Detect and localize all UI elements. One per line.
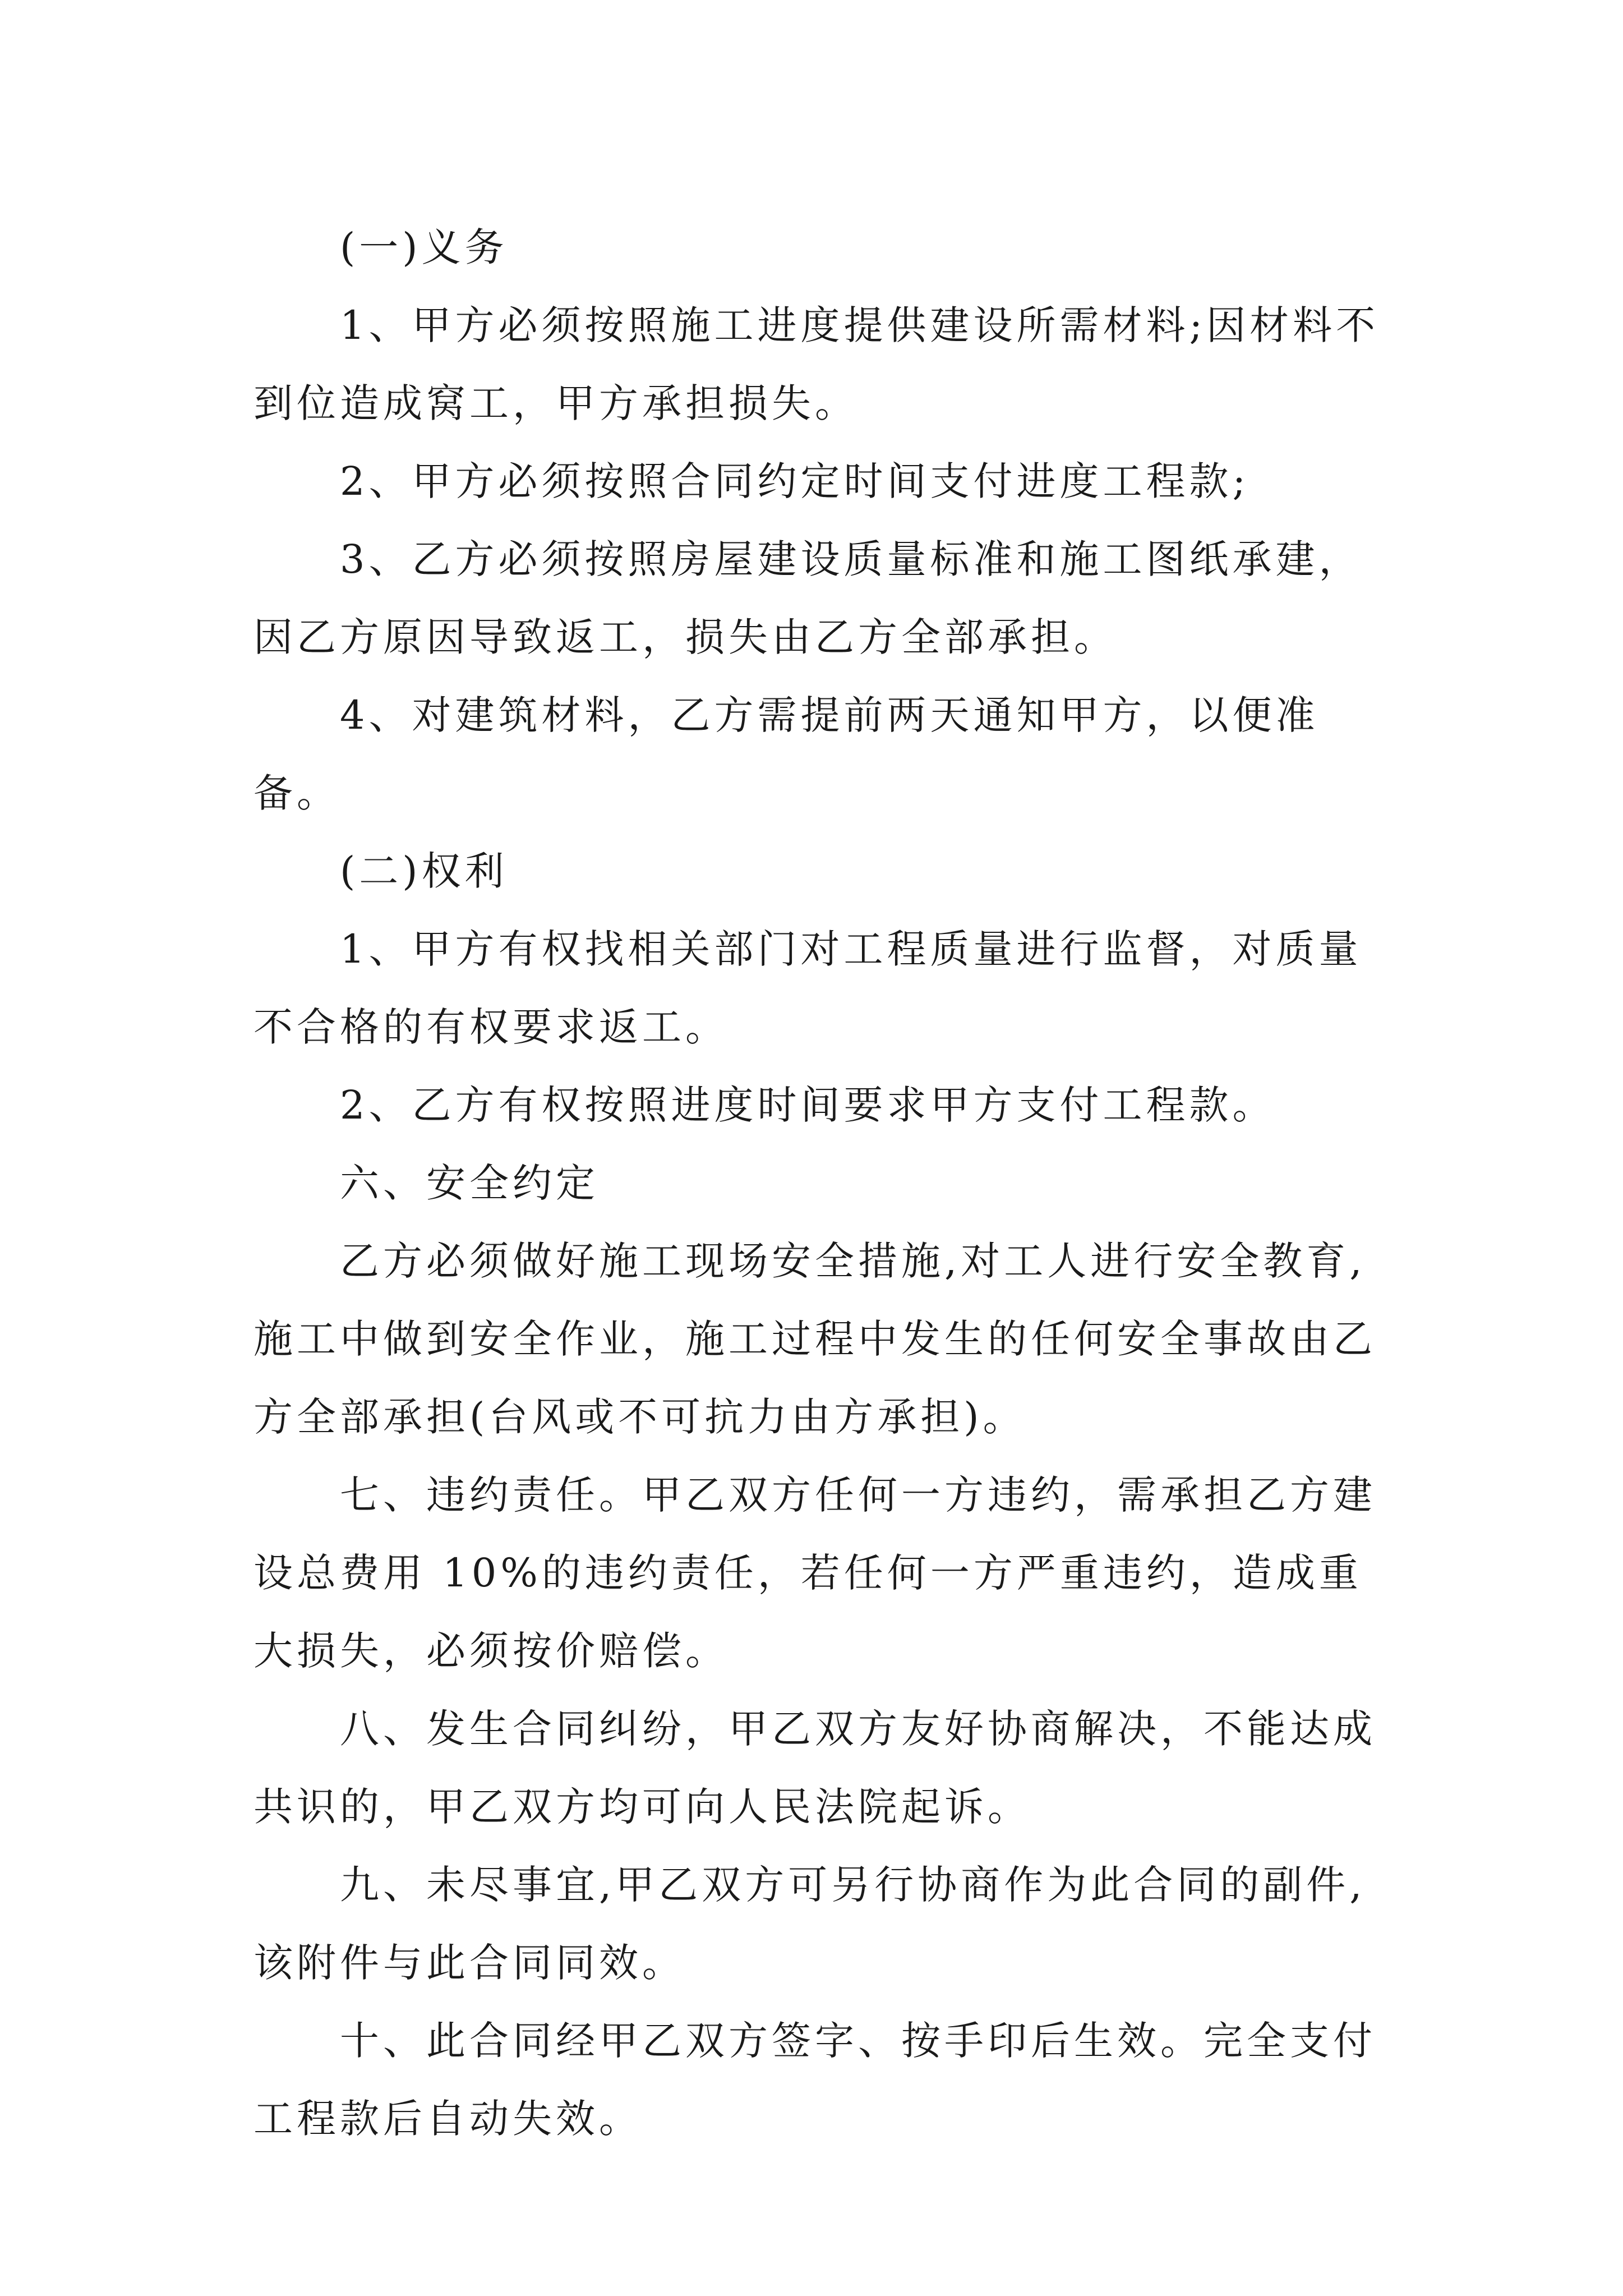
clause-effectiveness: 十、此合同经甲乙双方签字、按手印后生效。完全支付工程款后自动失效。 <box>253 2018 1376 2142</box>
clause-breach-liability: 七、违约责任。甲乙双方任何一方违约，需承担乙方建设总费用 10%的违约责任，若任何一方严重违约，造成重大损失，必须按价赔偿。 <box>253 1472 1376 1674</box>
document-body <box>253 209 1392 2158</box>
obligation-item-1: 1、甲方必须按照施工进度提供建设所需材料;因材料不到位造成窝工，甲方承担损失。 <box>253 302 1380 426</box>
obligation-item-3: 3、乙方必须按照房屋建设质量标准和施工图纸承建，因乙方原因导致返工，损失由乙方全部承担。 <box>253 536 1362 660</box>
rights-item-1: 1、甲方有权找相关部门对工程质量进行监督，对质量不合格的有权要求返工。 <box>253 926 1362 1050</box>
safety-clause: 乙方必须做好施工现场安全措施,对工人进行安全教育,施工中做到安全作业，施工过程中发生的任何安全事故由乙方全部承担(台风或不可抗力由方承担)。 <box>253 1238 1376 1440</box>
heading-rights: (二)权利 <box>340 848 508 894</box>
clause-unresolved-matters: 九、未尽事宜,甲乙双方可另行协商作为此合同的副件,该附件与此合同同效。 <box>253 1862 1366 1986</box>
obligation-item-4: 4、对建筑材料，乙方需提前两天通知甲方，以便准备。 <box>253 692 1319 816</box>
obligation-item-2: 2、甲方必须按照合同约定时间支付进度工程款; <box>340 458 1250 504</box>
heading-obligations: (一)义务 <box>340 224 508 270</box>
heading-safety: 六、安全约定 <box>340 1160 599 1206</box>
clause-dispute-resolution: 八、发生合同纠纷，甲乙双方友好协商解决，不能达成共识的，甲乙双方均可向人民法院起诉。 <box>253 1706 1376 1830</box>
rights-item-2: 2、乙方有权按照进度时间要求甲方支付工程款。 <box>340 1082 1276 1128</box>
